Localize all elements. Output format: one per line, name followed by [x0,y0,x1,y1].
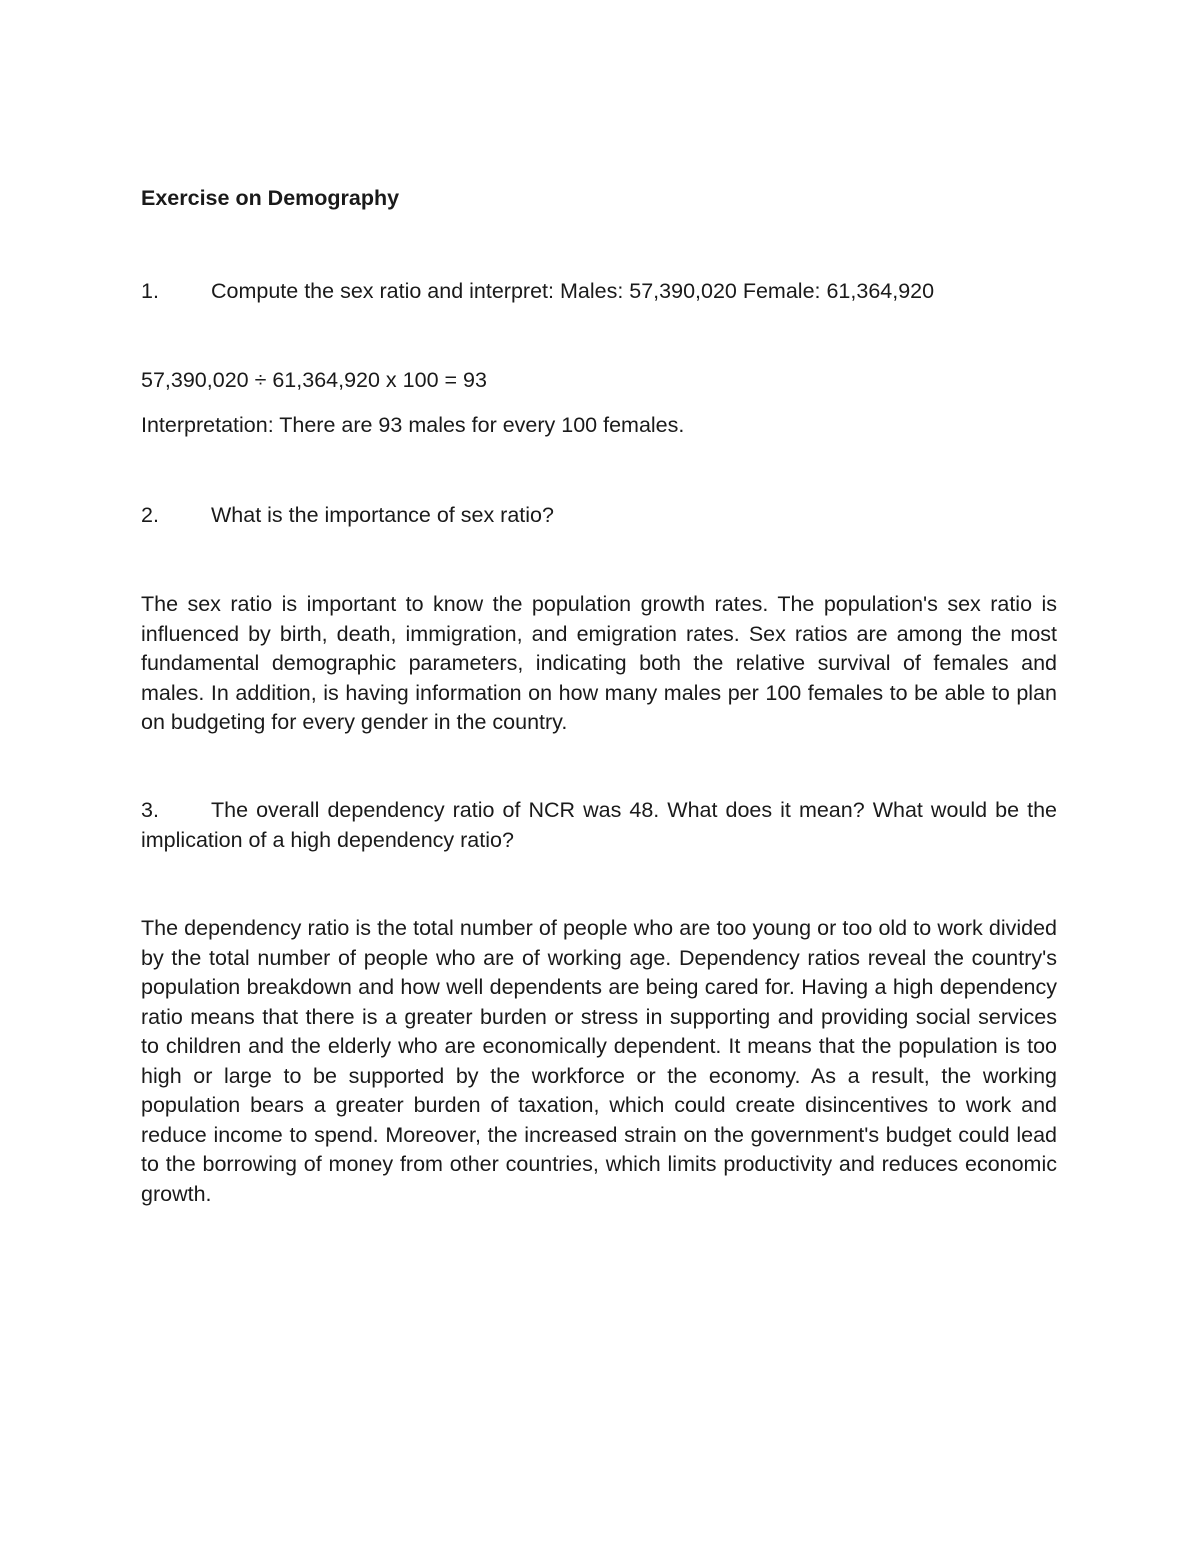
question-3 [141,796,1057,855]
question-2 [141,501,554,531]
question-1-text: Compute the sex ratio and interpret: Males: 57,390,020 Female: 61,364,920 [211,279,935,303]
question-3-answer: The dependency ratio is the total number of people who are too young or too old to work divided by the total number of people who are of working age. Dependency ratios reveal the country's population breakdown and how well dependents are being cared for. Having a high dependency ratio means that there is a greater burden or stress in supporting and providing social services to children and the elderly who are economically dependent. It means that the population is too high or large to be supported by the workforce or the economy. As a result, the working population bears a greater burden of taxation, which could create disincentives to work and reduce income to spend. Moreover, the increased strain on the government's budget could lead to the borrowing of money from other countries, which limits productivity and reduces economic growth. [141,916,1057,1206]
document-title: Exercise on Demography [141,186,400,210]
question-3-number: 3. [141,798,159,822]
question-1-number: 1. [141,279,159,303]
question-2-text: What is the importance of sex ratio? [211,503,554,527]
question-1 [141,277,934,307]
question-1-interpretation: Interpretation: There are 93 males for every 100 females. [141,413,685,437]
question-3-text: The overall dependency ratio of NCR was 48. What does it mean? What would be the implication of a high dependency ratio? [141,798,1057,852]
question-2-number: 2. [141,503,159,527]
question-1-computation: 57,390,020 ÷ 61,364,920 x 100 = 93 [141,368,487,392]
question-2-answer: The sex ratio is important to know the population growth rates. The population's sex ratio is influenced by birth, death, immigration, and emigration rates. Sex ratios are among the most fundamental demographic parameters, indicating both the relative survival of females and males. In addition, is having information on how many males per 100 females to be able to plan on budgeting for every gender in the country. [141,592,1057,734]
